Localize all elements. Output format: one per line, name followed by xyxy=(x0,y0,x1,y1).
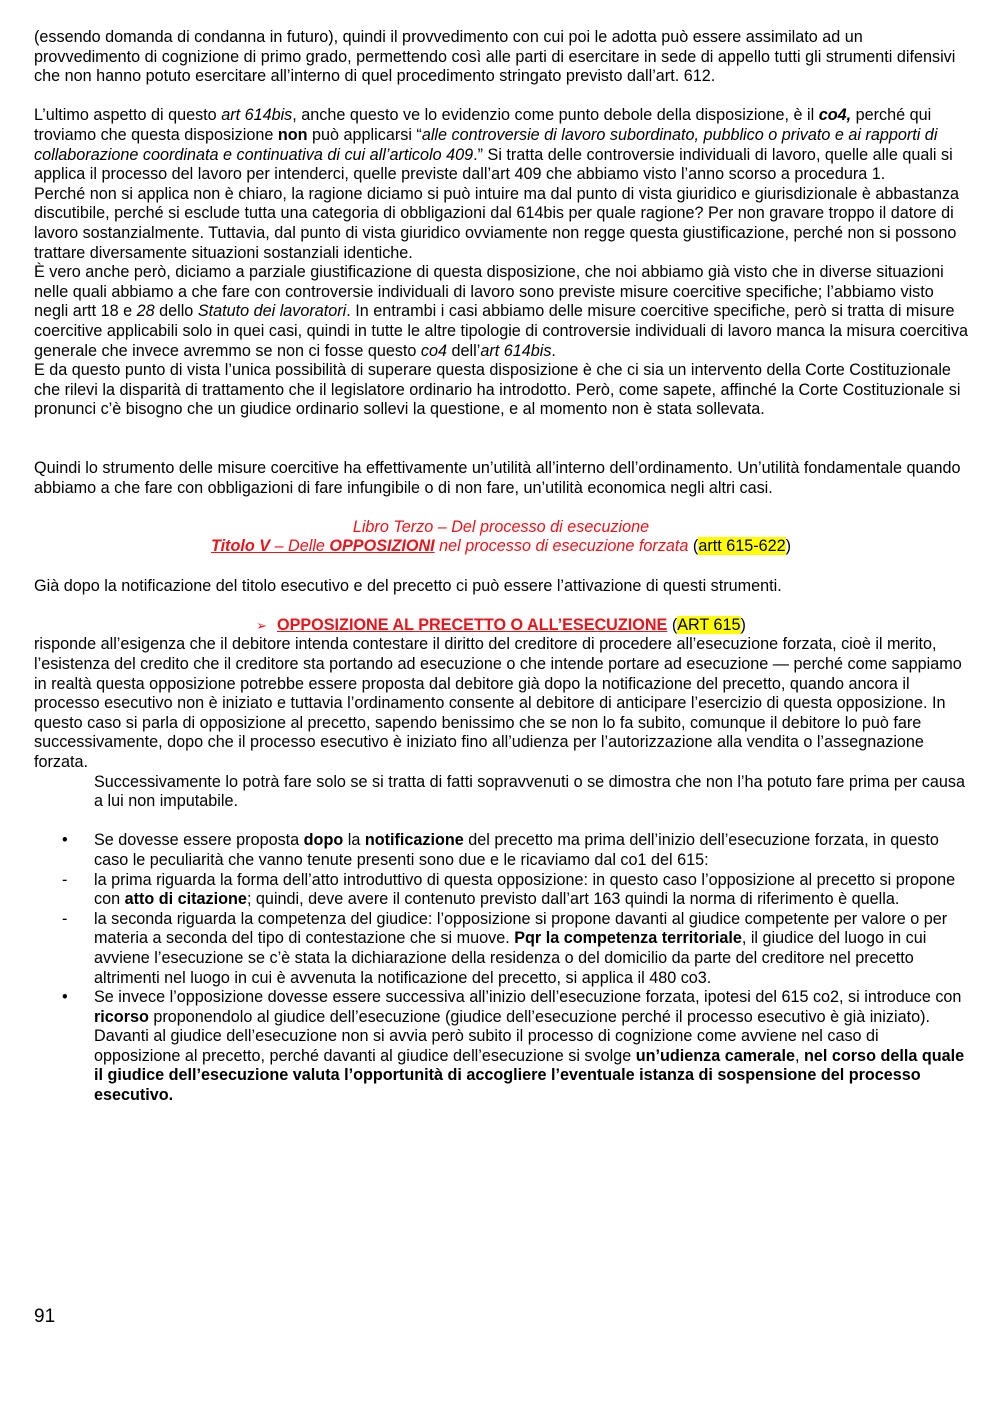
bullet-marker: • xyxy=(62,988,68,1007)
document-body xyxy=(34,28,968,1106)
list-item-bullet-1: • Se dovesse essere proposta dopo la notificazione del precetto ma prima dell’inizio dell’esecuzione forzata, in questo caso le peculiarità che vanno tenute presenti sono due e le ricaviamo dal co1 del 615: xyxy=(62,831,939,869)
paragraph-1: (essendo domanda di condanna in futuro), quindi il provvedimento con cui poi le adotta può essere assimilato ad un provvedimento di cognizione di primo grado, permettendo così alle parti di esercitare in sede di appello tutti gli strumenti difensivi che non hanno potuto esercitare all’interno di quel procedimento stringato previsto dall’art. 612. xyxy=(34,28,956,86)
paragraph-4: È vero anche però, diciamo a parziale giustificazione di questa disposizione, che noi abbiamo già visto che in diverse situazioni nelle quali abbiamo a che fare con controversie individuali di lavoro sono previste misure coercitive specifiche; l’abbiamo visto negli artt 18 e 28 dello Statuto dei lavoratori. In entrambi i casi abbiamo delle misure coercitive specifiche, però si tratta di misure coercitive applicabili solo in quei casi, quindi in tutte le altre tipologie di controversie individuali di lavoro manca la misura coercitiva generale che invece avremmo se non ci fosse questo co4 dell’art 614bis. xyxy=(34,263,968,360)
paragraph-7: Già dopo la notificazione del titolo esecutivo e del precetto ci può essere l’attivazione di questi strumenti. xyxy=(34,576,782,595)
bullet-marker: • xyxy=(62,831,68,850)
paragraph-6: Quindi lo strumento delle misure coercitive ha effettivamente un’utilità all’interno dell’ordinamento. Un’utilità fondamentale quando abbiamo a che fare con obbligazioni di fare infungibile o di non fare, un’utilità economica negli altri casi. xyxy=(34,459,961,497)
paragraph-3: Perché non si applica non è chiaro, la ragione diciamo si può intuire ma dal punto di vista giuridico e giurisdizionale è abbastanza discutibile, perché si esclude tutta una categoria di obbligazioni dal 614bis per quale ragione? Per non gravare troppo il datore di lavoro sostanzialmente. Tuttavia, dal punto di vista giuridico ovviamente non regge questa giustificazione, perché non si possono trattare diversamente situazioni sostanziali identiche. xyxy=(34,184,960,262)
paragraph-8: risponde all’esigenza che il debitore intenda contestare il diritto del creditore di procedere all’esecuzione forzata, cioè il merito, l’esistenza del credito che il creditore sta portando ad esecuzione o che intende portare ad esecuzione — perché come sappiamo in realtà questa opposizione potrebbe essere proposta dal debitore già dopo la notificazione del precetto, quando ancora il processo esecutivo non è iniziato e tuttavia l’ordinamento consente al debitore di anticipare l’esercizio di questa opposizione. In questo caso si parla di opposizione al precetto, sapendo benissimo che se non lo fa subito, comunque il debitore lo può fare successivamente, dopo che il processo esecutivo è iniziato fino all’udienza per l’autorizzazione alla vendita o l’assegnazione forzata. xyxy=(34,635,962,771)
list-item-bullet-2: • Se invece l’opposizione dovesse essere successiva all’inizio dell’esecuzione forzata, ipotesi del 615 co2, si introduce con ricorso proponendolo al giudice dell’esecuzione (giudice dell’esecuzione perché il processo esecutivo è già iniziato). xyxy=(62,988,962,1026)
arrow-bullet-icon: ➢ xyxy=(256,617,267,633)
paragraph-2: L’ultimo aspetto di questo art 614bis, anche questo ve lo evidenzio come punto debole della disposizione, è il co4, perché qui troviamo che questa disposizione non può applicarsi “alle controversie di lavoro subordinato, pubblico o privato e ai rapporti di collaborazione coordinata e continuativa di cui all’articolo 409.” Si tratta delle controversie individuali di lavoro, quelle alle quali si applica il processo del lavoro per intenderci, quelle previste dall’art 409 che abbiamo visto l’anno scorso a procedura 1. xyxy=(34,106,953,184)
section-heading: ➢ OPPOSIZIONE AL PRECETTO O ALL’ESECUZIONE (ART 615) xyxy=(256,615,746,634)
page-number: 91 xyxy=(34,1306,56,1327)
paragraph-5: E da questo punto di vista l’unica possibilità di superare questa disposizione è che ci sia un intervento della Corte Costituzionale che rilevi la disparità di trattamento che il legislatore ordinario ha introdotto. Però, come sapete, affinché la Corte Costituzionale si pronunci c’è bisogno che un giudice ordinario sollevi la questione, e al momento non è stata sollevata. xyxy=(34,361,961,419)
heading-titolo: Titolo V – Delle OPPOSIZIONI nel processo di esecuzione forzata (artt 615-622) xyxy=(210,537,792,556)
dash-marker: - xyxy=(62,870,68,889)
paragraph-9: Successivamente lo potrà fare solo se si tratta di fatti sopravvenuti o se dimostra che non l’ha potuto fare prima per causa a lui non imputabile. xyxy=(94,772,965,811)
paragraph-10: Davanti al giudice dell’esecuzione non si avvia però subito il processo di cognizione come avviene nel caso di opposizione al precetto, perché davanti al giudice dell’esecuzione si svolge un’udienza camerale, nel corso della quale il giudice dell’esecuzione valuta l’opportunità di accogliere l’eventuale istanza di sospensione del processo esecutivo. xyxy=(94,1027,965,1105)
list-item-dash-1: - la prima riguarda la forma dell’atto introduttivo di questa opposizione: in questo caso l’opposizione al precetto si propone con atto di citazione; quindi, deve avere il contenuto previsto dall’art 163 quindi la norma di riferimento è quella. xyxy=(62,870,956,909)
list-item-dash-2: - la seconda riguarda la competenza del giudice: l’opposizione si propone davanti al giudice competente per valore o per materia a seconda del tipo di contestazione che si muove. Pqr la competenza territoriale, il giudice del luogo in cui avviene l’esecuzione se c’è stata la dichiarazione della residenza o del domicilio da parte del creditore nel precetto altrimenti nel luogo in cui è avvenuta la notificazione del precetto, si applica il 480 co3. xyxy=(62,909,948,987)
heading-libro: Libro Terzo – Del processo di esecuzione xyxy=(352,517,650,536)
dash-marker: - xyxy=(62,909,68,928)
